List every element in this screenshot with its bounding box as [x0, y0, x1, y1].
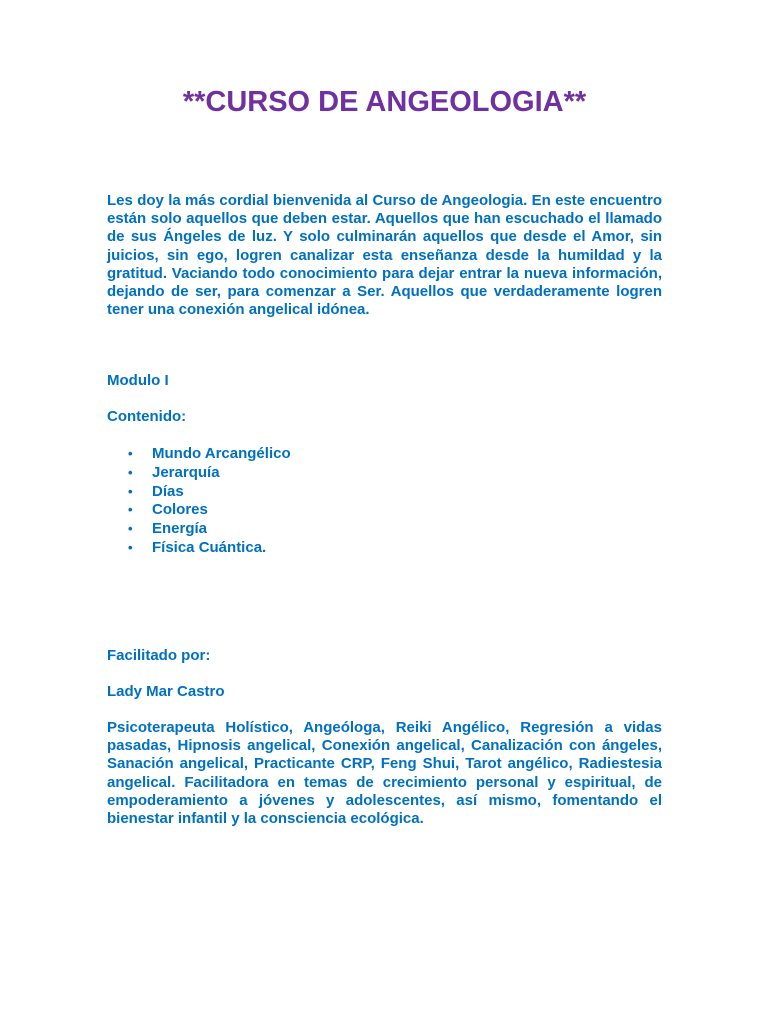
list-item	[107, 539, 291, 558]
list-item-label: Colores	[152, 501, 208, 519]
bullet-icon: •	[128, 521, 133, 537]
list-item-label: Jerarquía	[152, 463, 220, 481]
list-item-label: Días	[152, 482, 184, 500]
facilitator-label: Facilitado por:	[107, 647, 211, 664]
list-item	[107, 483, 291, 502]
facilitator-name: Lady Mar Castro	[107, 683, 225, 700]
list-item-label: Energía	[152, 520, 208, 538]
list-item	[107, 520, 291, 539]
list-item	[107, 464, 291, 483]
contents-list	[107, 445, 291, 558]
list-item-label: Mundo Arcangélico	[152, 445, 291, 462]
module-heading: Modulo I	[107, 372, 169, 389]
contents-label: Contenido:	[107, 408, 187, 425]
list-item-label: Física Cuántica.	[152, 538, 267, 556]
document-title: **CURSO DE ANGEOLOGIA**	[182, 86, 587, 118]
bullet-icon: •	[128, 539, 133, 555]
list-item	[107, 501, 291, 520]
bullet-icon: •	[128, 446, 133, 461]
bullet-icon: •	[128, 464, 133, 480]
list-item	[107, 445, 291, 464]
intro-paragraph: Les doy la más cordial bienvenida al Curso de Angeologia. En este encuentro están solo aquellos que deben estar. Aquellos que han escuchado el llamado de sus Ángeles de luz. Y solo culminarán aquellos que desde el Amor, sin juicios, sin ego, logren canalizar esta enseñanza desde la humildad y la gratitud. Vaciando todo conocimiento para dejar entrar la nueva información, dejando de ser, para comenzar a Ser. Aquellos que verdaderamente logren tener una conexión angelical idónea.	[107, 192, 662, 319]
bullet-icon: •	[128, 502, 133, 518]
bullet-icon: •	[128, 483, 133, 499]
facilitator-bio: Psicoterapeuta Holístico, Angeóloga, Reiki Angélico, Regresión a vidas pasadas, Hipnosis angelical, Conexión angelical, Canalización con ángeles, Sanación angelical, Practicante CRP, Feng Shui, Tarot angélico, Radiestesia angelical. Facilitadora en temas de crecimiento personal y espiritual, de empoderamiento a jóvenes y adolescentes, así mismo, fomentando el bienestar infantil y la consciencia ecológica.	[107, 719, 662, 828]
